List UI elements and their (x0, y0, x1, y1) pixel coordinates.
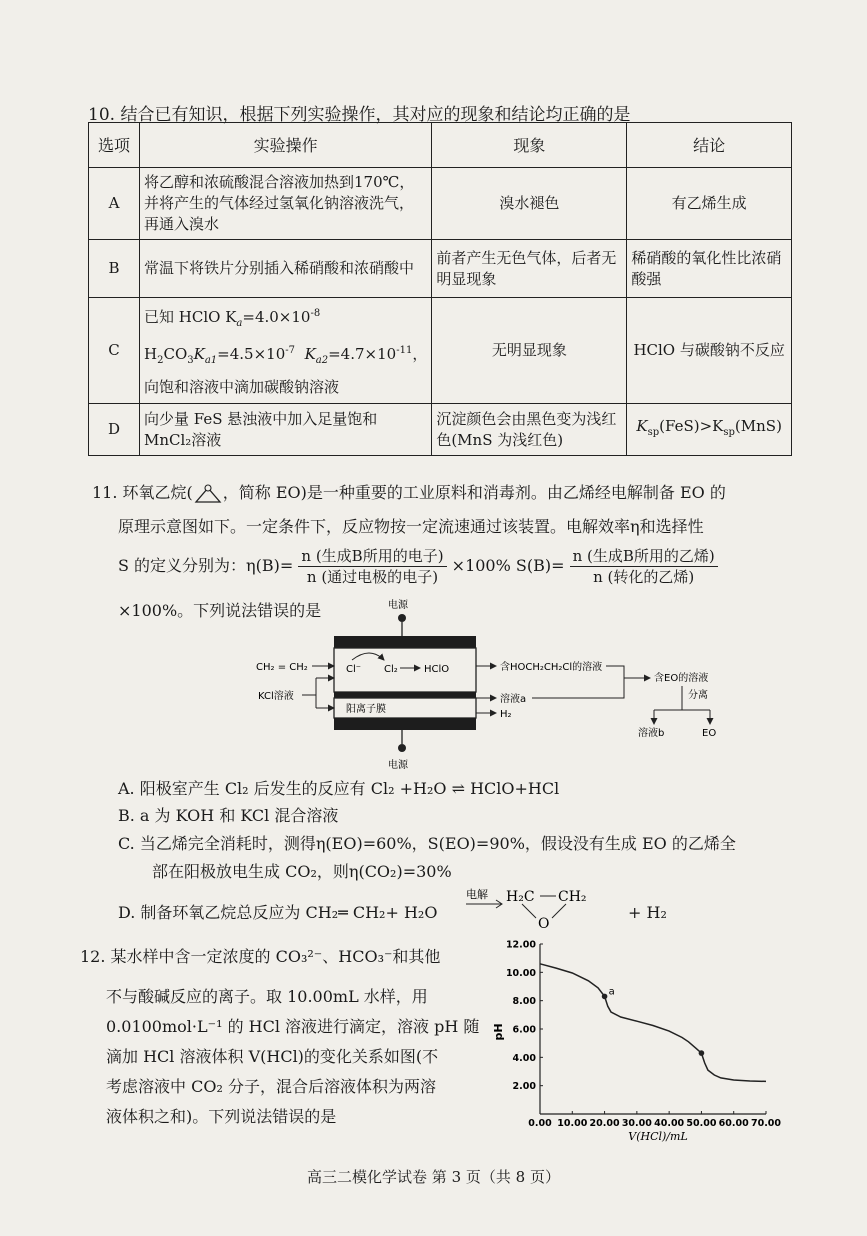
y-tick-label: 4.00 (512, 1052, 536, 1064)
epoxide-equation (466, 884, 616, 932)
row-phenomenon: 前者产生无色气体，后者无明显现象 (432, 240, 627, 298)
cathode-plate (334, 718, 476, 730)
eta-fraction (298, 546, 446, 587)
q10-table (88, 122, 792, 456)
row-conclusion: $K_{sp}(FeS)>K_{sp}(MnS)$ (627, 404, 792, 456)
q12-line3: 0.0100mol·L⁻¹ 的 HCl 溶液进行滴定，溶液 pH 随 (106, 1017, 480, 1036)
membrane-bar (334, 692, 476, 698)
row-phenomenon: 沉淀颜色会由黑色变为浅红色(MnS 为浅红色) (432, 404, 627, 456)
q12-line5: 考虑溶液中 CO₂ 分子，混合后溶液体积为两溶 (106, 1077, 436, 1096)
x-tick-label: 70.00 (750, 1118, 782, 1129)
power-top-terminal (398, 614, 406, 622)
power-bottom-terminal (398, 744, 406, 752)
row-conclusion: 有乙烯生成 (627, 168, 792, 240)
y-axis-label: pH (492, 1023, 505, 1041)
eo-product-label: EO (702, 728, 717, 739)
epoxide-icon (193, 483, 223, 505)
q12-line6: 液体积之和)。下列说法错误的是 (106, 1107, 337, 1126)
table-header-row (89, 123, 792, 168)
row-operation: 常温下将铁片分别插入稀硝酸和浓硝酸中 (140, 240, 432, 298)
row-option: B (89, 240, 140, 298)
op-text: 已知 HClO K (144, 308, 237, 326)
op-text: CO (163, 345, 188, 363)
x-tick-label: 20.00 (589, 1118, 620, 1129)
oxygen-label: O (538, 916, 550, 932)
x-tick-label: 0.00 (528, 1118, 552, 1129)
data-point (602, 994, 608, 1000)
q11-line1 (92, 480, 726, 506)
power-bottom-label: 电源 (388, 760, 408, 771)
table-row (89, 298, 792, 404)
table-row (89, 168, 792, 240)
col-operation: 实验操作 (140, 123, 432, 168)
cl2-label: Cl₂ (384, 664, 398, 675)
ksp-text: (MnS) (734, 417, 782, 435)
q11-line2: 原理示意图如下。一定条件下，反应物按一定流速通过该装置。电解效率η和选择性 (118, 517, 704, 536)
op-text: K (304, 345, 316, 363)
anode-plate (334, 636, 476, 648)
q11-line4: ×100%。下列说法错误的是 (118, 601, 322, 620)
op-text: =4.7×10 (328, 345, 397, 363)
series-line (540, 964, 766, 1082)
q11-option-b: B. a 为 KOH 和 KCl 混合溶液 (118, 806, 339, 825)
row-phenomenon: 溴水褪色 (432, 168, 627, 240)
op-text: 向饱和溶液中滴加碳酸钠溶液 (144, 378, 340, 396)
q11-option-d: D. 制备环氧乙烷总反应为 CH₂═ CH₂+ H₂O (118, 903, 438, 922)
q11-option-c: C. 当乙烯完全消耗时，测得η(EO)=60%，S(EO)=90%，假设没有生成 EO 的乙烯全 (118, 834, 736, 853)
q11-option-a: A. 阳极室产生 Cl₂ 后发生的反应有 Cl₂ +H₂O ⇌ HClO+HCl (118, 779, 560, 798)
ksp-text: (FeS)>K (659, 417, 724, 435)
row-conclusion: 稀硝酸的氧化性比浓硝酸强 (627, 240, 792, 298)
row-operation: 将乙醇和浓硫酸混合溶液加热到170℃，并将产生的气体经过氢氧化钠溶液洗气，再通入溴水 (140, 168, 432, 240)
x-tick-label: 40.00 (654, 1118, 685, 1129)
row-conclusion: HClO 与碳酸钠不反应 (627, 298, 792, 404)
ksp-k: K (636, 417, 648, 435)
point-label: a (608, 986, 615, 998)
q11-option-d-h2: + H₂ (628, 903, 667, 922)
h2c-label: H₂C (506, 889, 535, 905)
q10-stem: 10. 结合已有知识，根据下列实验操作，其对应的现象和结论均正确的是 (88, 105, 631, 125)
ch2-label: CH₂ (558, 889, 587, 905)
s-fraction (570, 546, 718, 587)
col-conclusion: 结论 (627, 123, 792, 168)
separate-label: 分离 (688, 690, 708, 701)
op-text: =4.0×10 (242, 308, 311, 326)
q11-text: 11. 环氧乙烷( (92, 483, 193, 502)
op-text: H (144, 345, 158, 363)
solution-b-label: 溶液b (638, 728, 665, 739)
q12-line2: 不与酸碱反应的离子。取 10.00mL 水样，用 (106, 987, 428, 1006)
x-axis-label: V(HCl)/mL (628, 1130, 688, 1143)
outlet2-label: 溶液a (500, 694, 527, 705)
y-tick-label: 2.00 (512, 1081, 536, 1093)
eo-solution-label: 含EO的溶液 (654, 673, 709, 684)
electrolysis-label: 电解 (466, 888, 488, 901)
kcl-inlet-label: KCl溶液 (258, 691, 294, 702)
membrane-label: 阳离子膜 (346, 704, 386, 715)
q11-line3 (118, 546, 718, 587)
electrolysis-diagram (250, 598, 750, 776)
hclo-label: HClO (424, 664, 450, 675)
outlet3-label: H₂ (500, 709, 512, 720)
outlet1-label: 含HOCH₂CH₂Cl的溶液 (500, 662, 603, 673)
col-phenomenon: 现象 (432, 123, 627, 168)
page-footer: 高三二模化学试卷 第 3 页（共 8 页） (307, 1168, 560, 1186)
y-tick-label: 6.00 (512, 1024, 536, 1036)
row-operation: 向少量 FeS 悬浊液中加入足量饱和 MnCl₂溶液 (140, 404, 432, 456)
row-option: C (89, 298, 140, 404)
x-tick-label: 30.00 (621, 1118, 652, 1129)
x-tick-label: 60.00 (718, 1118, 749, 1129)
q11-option-c-cont: 部在阳极放电生成 CO₂，则η(CO₂)=30% (152, 862, 452, 881)
power-top-label: 电源 (388, 600, 408, 611)
row-phenomenon: 无明显现象 (432, 298, 627, 404)
titration-chart (488, 936, 782, 1146)
q11-text: S 的定义分别为：η(B)= (118, 556, 294, 575)
y-tick-label: 8.00 (512, 996, 536, 1008)
op-text: K (193, 345, 205, 363)
row-option: D (89, 404, 140, 456)
ethylene-inlet-label: CH₂ = CH₂ (256, 662, 308, 673)
x-tick-label: 50.00 (686, 1118, 717, 1129)
q12-line1: 12. 某水样中含一定浓度的 CO₃²⁻、HCO₃⁻和其他 (80, 947, 441, 966)
q12-line4: 滴加 HCl 溶液体积 V(HCl)的变化关系如图(不 (106, 1047, 439, 1066)
q11-text: ，简称 EO)是一种重要的工业原料和消毒剂。由乙烯经电解制备 EO 的 (222, 483, 726, 502)
op-text: =4.5×10 (217, 345, 286, 363)
x-tick-label: 10.00 (557, 1118, 588, 1129)
table-row (89, 404, 792, 456)
col-option: 选项 (89, 123, 140, 168)
y-tick-label: 10.00 (505, 967, 536, 979)
data-point (699, 1050, 705, 1056)
frac-den: n (转化的乙烯) (593, 568, 695, 586)
table-row (89, 240, 792, 298)
y-tick-label: 12.00 (505, 939, 536, 951)
row-option: A (89, 168, 140, 240)
frac-num: n (生成B所用的电子) (298, 546, 446, 567)
row-operation: 已知 HClO $K_a=4.0\times 10^{-8}$ $H_2CO_3K_{a1}=4.5\times 10^{-7}$ $K_{a2}=4.7\times 10^{-11}$， 向饱和溶液中滴加碳酸钠溶液 (140, 298, 432, 404)
frac-num: n (生成B所用的乙烯) (570, 546, 718, 567)
frac-den: n (通过电极的电子) (306, 568, 439, 586)
cl-ion-label: Cl⁻ (346, 664, 362, 675)
q11-text: ×100% S(B)= (451, 556, 565, 575)
